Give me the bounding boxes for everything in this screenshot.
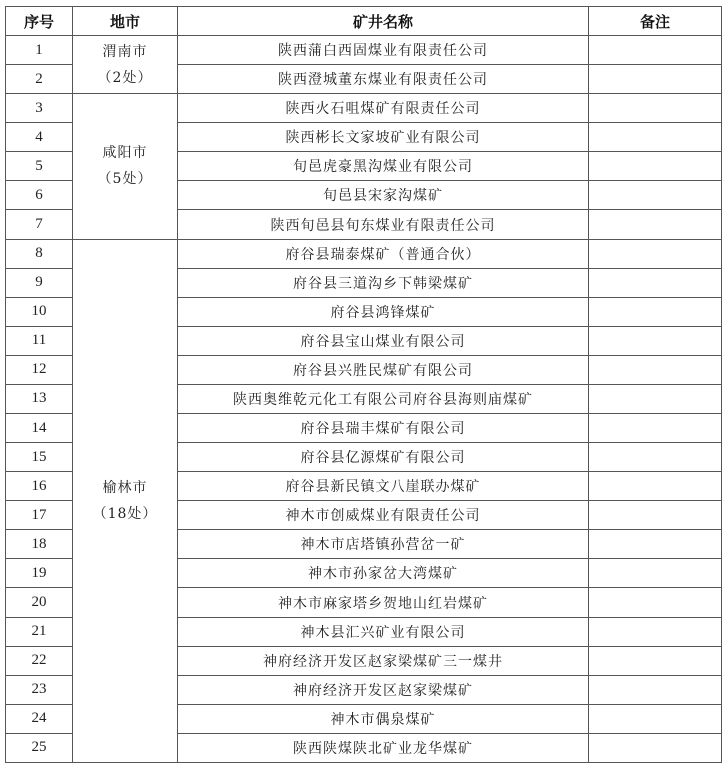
- row-index: 4: [6, 123, 73, 152]
- mine-name: 旬邑县宋家沟煤矿: [178, 181, 589, 210]
- mine-name: 陕西澄城董东煤业有限责任公司: [178, 65, 589, 94]
- remarks-cell: [589, 501, 722, 530]
- remarks-cell: [589, 530, 722, 559]
- remarks-cell: [589, 384, 722, 413]
- remarks-cell: [589, 297, 722, 326]
- row-index: 20: [6, 588, 73, 617]
- row-index: 10: [6, 297, 73, 326]
- mine-name: 陕西陕煤陕北矿业龙华煤矿: [178, 733, 589, 762]
- row-index: 12: [6, 355, 73, 384]
- row-index: 13: [6, 384, 73, 413]
- city-count: （2处）: [97, 69, 153, 86]
- mine-name: 陕西火石咀煤矿有限责任公司: [178, 94, 589, 123]
- row-index: 14: [6, 414, 73, 443]
- row-index: 15: [6, 443, 73, 472]
- row-index: 5: [6, 152, 73, 181]
- row-index: 16: [6, 472, 73, 501]
- header-mine-name: 矿井名称: [178, 7, 589, 36]
- city-count: （5处）: [97, 171, 153, 188]
- remarks-cell: [589, 181, 722, 210]
- remarks-cell: [589, 152, 722, 181]
- mine-name: 府谷县兴胜民煤矿有限公司: [178, 355, 589, 384]
- city-name: 渭南市: [102, 43, 148, 60]
- row-index: 8: [6, 239, 73, 268]
- mine-name: 府谷县宝山煤业有限公司: [178, 326, 589, 355]
- mine-name: 府谷县瑞泰煤矿（普通合伙）: [178, 239, 589, 268]
- city-name: 榆林市: [102, 479, 148, 496]
- city-cell: [73, 239, 178, 762]
- row-index: 22: [6, 646, 73, 675]
- mine-name: 旬邑虎豪黑沟煤业有限公司: [178, 152, 589, 181]
- row-index: 11: [6, 326, 73, 355]
- remarks-cell: [589, 646, 722, 675]
- mine-list-table: [5, 6, 722, 763]
- remarks-cell: [589, 414, 722, 443]
- mine-name: 陕西蒲白西固煤业有限责任公司: [178, 36, 589, 65]
- mine-name: 神木市麻家塔乡贺地山红岩煤矿: [178, 588, 589, 617]
- mine-name: 陕西奥维乾元化工有限公司府谷县海则庙煤矿: [178, 384, 589, 413]
- city-cell: [73, 36, 178, 94]
- remarks-cell: [589, 443, 722, 472]
- remarks-cell: [589, 559, 722, 588]
- row-index: 7: [6, 210, 73, 239]
- city-count: （18处）: [92, 505, 158, 522]
- remarks-cell: [589, 355, 722, 384]
- row-index: 6: [6, 181, 73, 210]
- table-header-row: [6, 7, 722, 36]
- remarks-cell: [589, 239, 722, 268]
- row-index: 24: [6, 704, 73, 733]
- remarks-cell: [589, 210, 722, 239]
- mine-name: 府谷县亿源煤矿有限公司: [178, 443, 589, 472]
- mine-name: 神木县汇兴矿业有限公司: [178, 617, 589, 646]
- mine-name: 府谷县三道沟乡下韩梁煤矿: [178, 268, 589, 297]
- mine-name: 神府经济开发区赵家梁煤矿: [178, 675, 589, 704]
- remarks-cell: [589, 704, 722, 733]
- mine-name: 府谷县新民镇文八崖联办煤矿: [178, 472, 589, 501]
- header-index: 序号: [6, 7, 73, 36]
- row-index: 1: [6, 36, 73, 65]
- remarks-cell: [589, 94, 722, 123]
- row-index: 25: [6, 733, 73, 762]
- city-name: 咸阳市: [102, 145, 148, 162]
- remarks-cell: [589, 733, 722, 762]
- remarks-cell: [589, 588, 722, 617]
- mine-name: 神木市偶泉煤矿: [178, 704, 589, 733]
- remarks-cell: [589, 617, 722, 646]
- mine-name: 府谷县鸿锋煤矿: [178, 297, 589, 326]
- mine-name: 陕西旬邑县旬东煤业有限责任公司: [178, 210, 589, 239]
- row-index: 21: [6, 617, 73, 646]
- remarks-cell: [589, 472, 722, 501]
- table-body: [6, 36, 722, 763]
- table-row: [6, 36, 722, 65]
- mine-name: 神木市店塔镇孙营岔一矿: [178, 530, 589, 559]
- row-index: 23: [6, 675, 73, 704]
- mine-name: 府谷县瑞丰煤矿有限公司: [178, 414, 589, 443]
- mine-name: 陕西彬长文家坡矿业有限公司: [178, 123, 589, 152]
- remarks-cell: [589, 268, 722, 297]
- remarks-cell: [589, 36, 722, 65]
- mine-name: 神木市创威煤业有限责任公司: [178, 501, 589, 530]
- city-cell: [73, 94, 178, 239]
- row-index: 18: [6, 530, 73, 559]
- remarks-cell: [589, 123, 722, 152]
- row-index: 3: [6, 94, 73, 123]
- table-row: [6, 239, 722, 268]
- header-remarks: 备注: [589, 7, 722, 36]
- row-index: 9: [6, 268, 73, 297]
- mine-name: 神木市孙家岔大湾煤矿: [178, 559, 589, 588]
- row-index: 19: [6, 559, 73, 588]
- mine-name: 神府经济开发区赵家梁煤矿三一煤井: [178, 646, 589, 675]
- header-city: 地市: [73, 7, 178, 36]
- remarks-cell: [589, 65, 722, 94]
- row-index: 17: [6, 501, 73, 530]
- row-index: 2: [6, 65, 73, 94]
- remarks-cell: [589, 675, 722, 704]
- remarks-cell: [589, 326, 722, 355]
- table-row: [6, 94, 722, 123]
